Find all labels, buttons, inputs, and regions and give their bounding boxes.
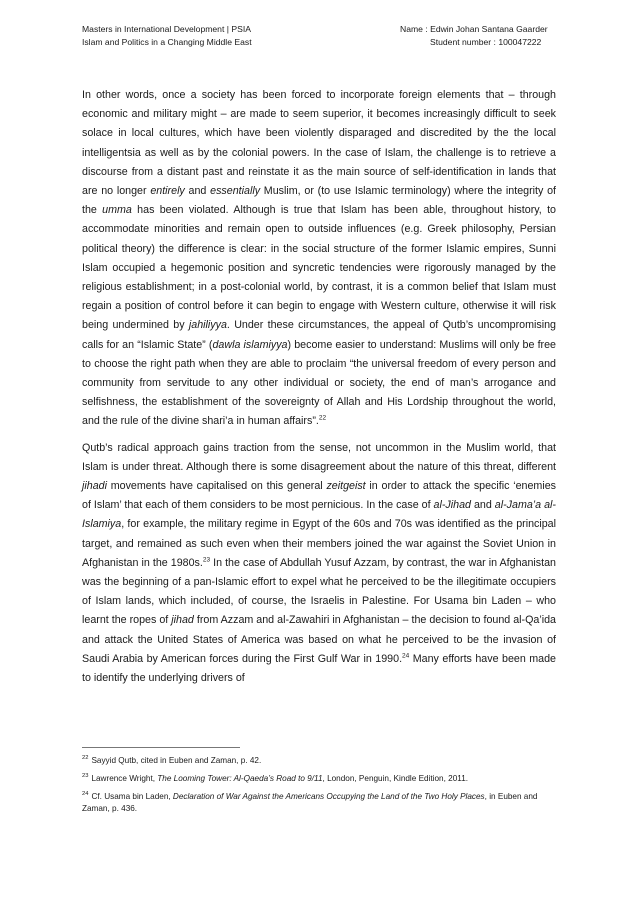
footnote-text: Sayyid Qutb, cited in Euben and Zaman, p. 42. xyxy=(91,756,262,765)
footnote-ref-23[interactable]: 23 xyxy=(202,556,211,564)
body-text xyxy=(82,86,556,688)
italic-run: jihadi xyxy=(82,480,107,493)
italic-run: essentially xyxy=(210,185,261,198)
footnote-text: Lawrence Wright, xyxy=(91,774,158,784)
italic-run: umma xyxy=(102,204,132,217)
paragraph-1 xyxy=(82,86,556,432)
footnote-text: Cf. Usama bin Laden, xyxy=(91,792,173,802)
italic-run: jahiliyya xyxy=(188,319,227,332)
header-left xyxy=(82,23,252,49)
student-name: Name : Edwin Johan Santana Gaarder xyxy=(400,24,548,34)
italic-run: dawla islamiyya xyxy=(212,338,288,351)
footnote-23 xyxy=(82,773,556,785)
italic-run: al-Jihad xyxy=(433,499,471,512)
text-run: Qutb’s radical approach gains traction from the sense, not uncommon in the Muslim world, that Islam is under threat. Although there is some disagreement about the nature of this threat, different xyxy=(82,441,556,473)
italic-run: entirely xyxy=(150,185,185,198)
text-run: In other words, once a society has been forced to incorporate foreign elements that – through economic and military might – are made to seem superior, it becomes increasingly difficult to seek solace in local cultures, which have been violently disparaged and discredited by the the local intelligentsia as well as by the colonial powers. In the case of Islam, the challenge is to retrieve a discourse from a distant past and reinstate it as the main source of self-identification in lands that are no longer xyxy=(82,89,556,198)
student-number: Student number : 100047222 xyxy=(430,37,542,47)
footnote-number: 23 xyxy=(82,773,89,780)
header-right xyxy=(400,23,548,49)
program-name: Masters in International Development | PSIA xyxy=(82,24,251,34)
footnote-text: , London, Penguin, Kindle Edition, 2011. xyxy=(322,774,469,784)
italic-run: zeitgeist xyxy=(326,480,366,493)
text-run: , for example, the military regime in Egypt of the 60s and 70s was identified as the principal target, and remained as such even when their members joined the war against the Soviet Union in Afghanistan in the 1980s. xyxy=(82,518,556,569)
course-name: Islam and Politics in a Changing Middle East xyxy=(82,37,252,47)
italic-run: al-Jama’a al-Islamiya xyxy=(82,499,556,531)
paragraph-2 xyxy=(82,439,556,689)
text-run: In the case of Abdullah Yusuf Azzam, by contrast, the war in Afghanistan was the beginning of a pan-Islamic effort to expel what he perceived to be the illegitimate occupiers of Islam lands, which included, of course, the Israelis in Palestine. For Usama bin Laden – who learnt the ropes of xyxy=(82,556,556,627)
text-run: . Under these circumstances, the appeal of Qutb’s uncompromising calls for an “Islamic State” ( xyxy=(82,319,556,351)
text-run: in order to attack the specific ‘enemies of Islam’ that each of them considers to be most pernicious. In the case of xyxy=(82,480,556,512)
footnote-separator xyxy=(82,747,240,748)
footnote-title: Declaration of War Against the Americans Occupying the Land of the Two Holy Places xyxy=(172,792,485,802)
footnote-text: , in Euben and Zaman, p. 436. xyxy=(82,792,538,813)
footnote-number: 22 xyxy=(82,755,89,762)
text-run: has been violated. Although is true that Islam has been able, throughout history, to accommodate minorities and remain open to outside influences (e.g. Greek philosophy, Persian political theory) the difference is clear: in the social structure of the former Islamic empires, Sunni Islam occupied a hegemonic position and syncretic tendencies were rigorously managed by the religious establishment; in a post-colonial world, by contrast, it is a common belief that Islam must regain a position of control before it can begin to engage with Western culture, otherwise it will risk being undermined by xyxy=(82,204,556,332)
text-run: Many efforts have been made to identify the underlying drivers of xyxy=(82,652,556,685)
footnote-ref-24[interactable]: 24 xyxy=(402,652,410,660)
text-run: from Azzam and al-Zawahiri in Afghanistan – the decision to found al-Qa’ida and attack the United States of America was based on what he perceived to be the invasion of Saudi Arabia by American forces during the First Gulf War in 1990. xyxy=(82,614,556,665)
text-run: and xyxy=(184,185,211,198)
text-run: Muslim, or (to use Islamic terminology) where the integrity of the xyxy=(82,185,556,217)
footnote-24 xyxy=(82,791,556,814)
footnotes xyxy=(82,755,556,821)
italic-run: jihad xyxy=(171,614,194,627)
text-run: ) become easier to understand: Muslims will only be free to choose the right path when they are able to proclaim “the universal freedom of every person and community from servitude to any other individual or society, the end of man’s arrogance and selfishness, the establishment of the sovereignty of Allah and His Lordship throughout the world, and the rule of the divine shari’a in human affairs”. xyxy=(82,338,557,428)
text-run: and xyxy=(470,499,495,512)
footnote-22 xyxy=(82,755,556,767)
text-run: movements have capitalised on this general xyxy=(106,480,327,493)
footnote-ref-22[interactable]: 22 xyxy=(318,414,327,422)
footnote-number: 24 xyxy=(82,791,89,798)
footnote-title: The Looming Tower: Al-Qaeda’s Road to 9/11 xyxy=(157,774,323,784)
